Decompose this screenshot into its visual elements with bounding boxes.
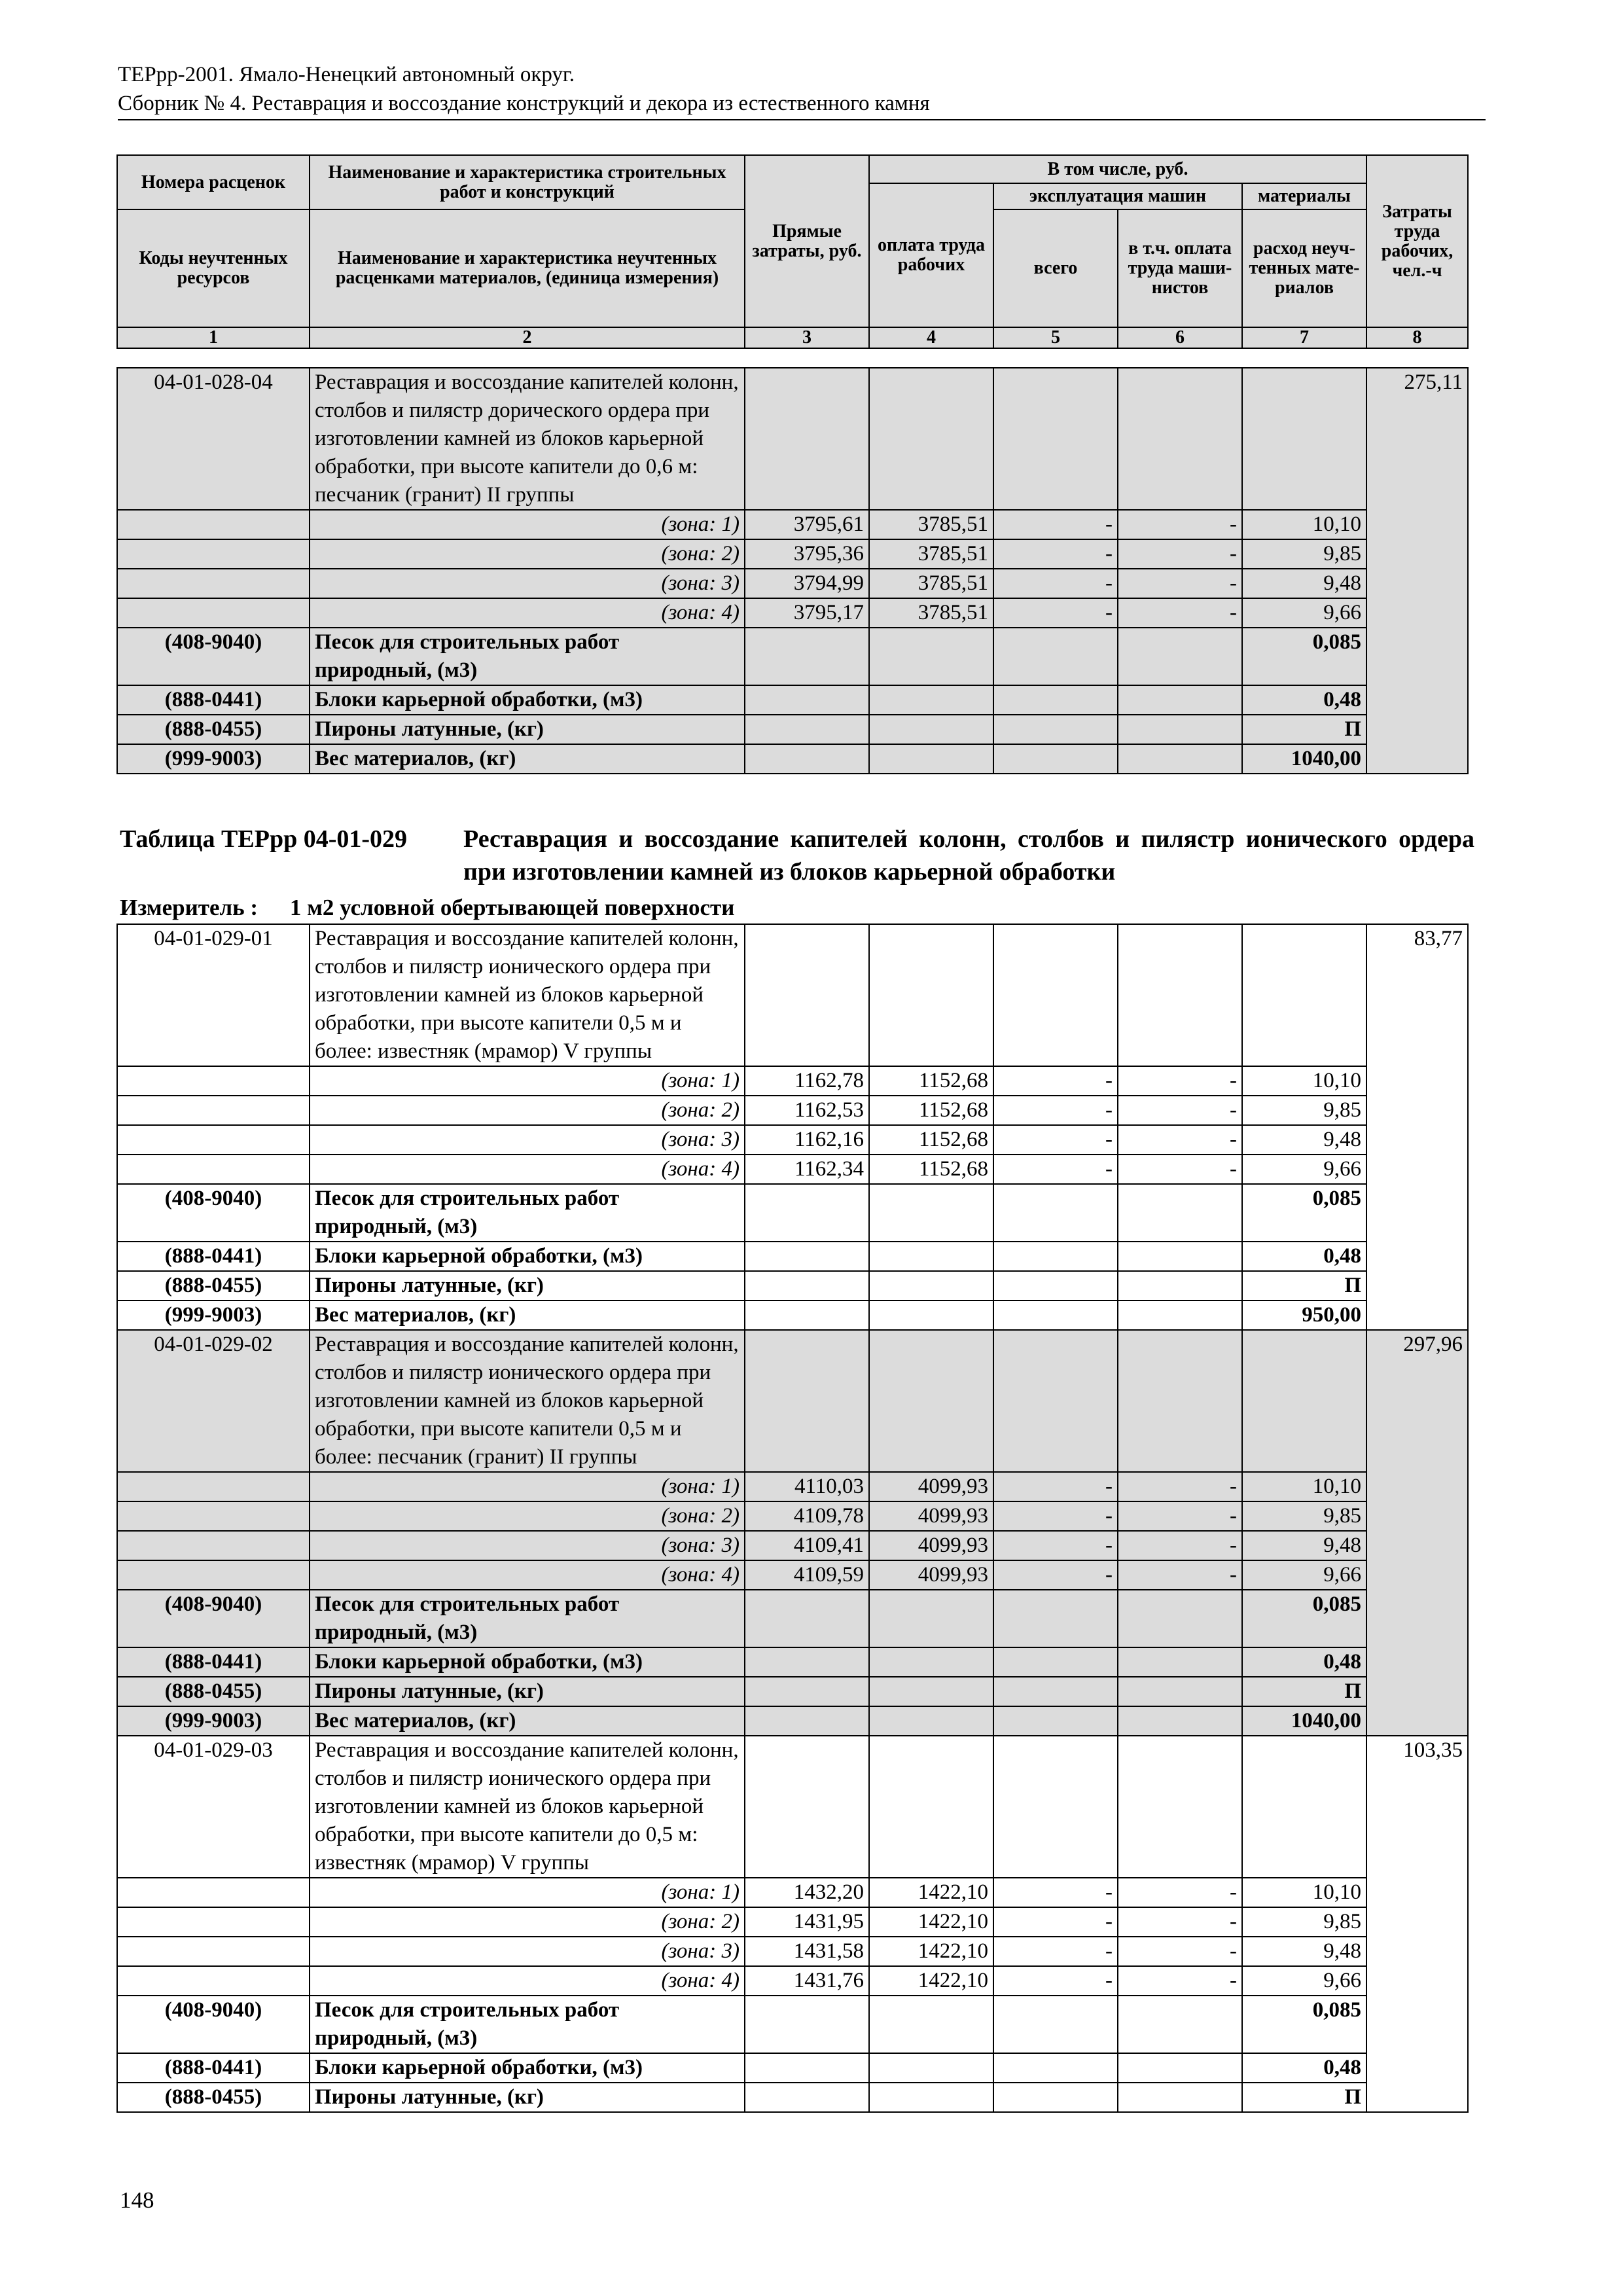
direct-cost: 1162,34 <box>745 1155 869 1184</box>
zone-label: (зона: 1) <box>310 1472 745 1501</box>
resource-name: Блоки карьерной обработки, (м3) <box>310 2053 745 2083</box>
materials-cost: 10,10 <box>1242 1878 1366 1907</box>
direct-cost: 3795,17 <box>745 598 869 628</box>
zone-label: (зона: 3) <box>310 1531 745 1560</box>
col-machines-wages: в т.ч. оплата труда маши-нистов <box>1118 209 1242 327</box>
machines-wages: - <box>1118 1937 1242 1966</box>
col-materials: материалы <box>1242 183 1366 209</box>
zone-row <box>117 1966 1468 1996</box>
resource-value: 0,48 <box>1242 685 1366 715</box>
resource-row <box>117 1300 1468 1330</box>
zone-label: (зона: 3) <box>310 569 745 598</box>
resource-code: (888-0441) <box>117 2053 310 2083</box>
col-number: 6 <box>1118 327 1242 348</box>
resource-name: Песок для строительных работ природный, (м3) <box>310 628 745 685</box>
rate-name: Реставрация и воссоздание капителей колонн, столбов и пилястр дорического ордера при изготовлении камней из блоков карьерной обработки, при высоте капители до 0,6 м: песчаник (гранит) II группы <box>310 368 745 510</box>
resource-row <box>117 1184 1468 1242</box>
resource-row <box>117 1647 1468 1677</box>
resource-code: (999-9003) <box>117 1706 310 1736</box>
resource-row <box>117 685 1468 715</box>
zone-row <box>117 1878 1468 1907</box>
direct-cost: 1431,58 <box>745 1937 869 1966</box>
machines-wages: - <box>1118 569 1242 598</box>
machines-wages: - <box>1118 1560 1242 1590</box>
resource-name: Пироны латунные, (кг) <box>310 2083 745 2112</box>
resource-row <box>117 715 1468 744</box>
resource-code: (408-9040) <box>117 1996 310 2053</box>
machines-wages: - <box>1118 598 1242 628</box>
resource-code: (888-0441) <box>117 1647 310 1677</box>
resource-name: Вес материалов, (кг) <box>310 744 745 774</box>
rate-row <box>117 368 1468 510</box>
resource-code: (999-9003) <box>117 744 310 774</box>
zone-row <box>117 1066 1468 1096</box>
direct-cost: 1162,53 <box>745 1096 869 1125</box>
zone-label: (зона: 1) <box>310 1066 745 1096</box>
zone-label: (зона: 4) <box>310 1560 745 1590</box>
materials-cost: 9,48 <box>1242 569 1366 598</box>
machines-total: - <box>993 1155 1118 1184</box>
machines-wages: - <box>1118 1096 1242 1125</box>
machines-wages: - <box>1118 1501 1242 1531</box>
zone-label: (зона: 4) <box>310 1155 745 1184</box>
zone-label: (зона: 4) <box>310 598 745 628</box>
resource-row <box>117 744 1468 774</box>
resource-code: (888-0455) <box>117 2083 310 2112</box>
direct-cost: 3795,61 <box>745 510 869 539</box>
wages-cost: 3785,51 <box>869 510 993 539</box>
resource-row <box>117 2053 1468 2083</box>
materials-cost: 9,48 <box>1242 1125 1366 1155</box>
materials-cost: 9,66 <box>1242 1155 1366 1184</box>
resource-code: (408-9040) <box>117 628 310 685</box>
resource-code: (888-0441) <box>117 1242 310 1271</box>
header-line-2: Сборник № 4. Реставрация и воссоздание конструкций и декора из естественного камня <box>118 92 930 115</box>
wages-cost: 1152,68 <box>869 1125 993 1155</box>
resource-code: (408-9040) <box>117 1590 310 1647</box>
table-title-label: Таблица ТЕРрр 04-01-029 <box>120 825 408 853</box>
zone-row <box>117 1937 1468 1966</box>
zone-row <box>117 1096 1468 1125</box>
wages-cost: 1422,10 <box>869 1937 993 1966</box>
zone-row <box>117 569 1468 598</box>
machines-total: - <box>993 1501 1118 1531</box>
resource-row <box>117 1271 1468 1300</box>
resource-name: Вес материалов, (кг) <box>310 1706 745 1736</box>
zone-label: (зона: 3) <box>310 1125 745 1155</box>
col-number: 7 <box>1242 327 1366 348</box>
resource-value: 0,085 <box>1242 1590 1366 1647</box>
wages-cost: 1152,68 <box>869 1066 993 1096</box>
resource-row <box>117 1242 1468 1271</box>
materials-cost: 10,10 <box>1242 1472 1366 1501</box>
direct-cost: 1162,16 <box>745 1125 869 1155</box>
resource-name: Песок для строительных работ природный, (м3) <box>310 1590 745 1647</box>
resource-value: П <box>1242 1271 1366 1300</box>
resource-value: 1040,00 <box>1242 1706 1366 1736</box>
zone-label: (зона: 2) <box>310 1907 745 1937</box>
wages-cost: 1422,10 <box>869 1966 993 1996</box>
direct-cost: 1431,95 <box>745 1907 869 1937</box>
machines-total: - <box>993 1531 1118 1560</box>
wages-cost: 3785,51 <box>869 598 993 628</box>
machines-wages: - <box>1118 1966 1242 1996</box>
zone-label: (зона: 2) <box>310 1096 745 1125</box>
wages-cost: 4099,93 <box>869 1531 993 1560</box>
col-name-top: Наименование и характеристика строительных работ и конструкций <box>310 155 745 209</box>
rates-table <box>116 924 1469 2113</box>
resource-name: Песок для строительных работ природный, (м3) <box>310 1996 745 2053</box>
col-materials-unacc: расход неуч-тенных мате-риалов <box>1242 209 1366 327</box>
rate-code: 04-01-028-04 <box>117 368 310 510</box>
direct-cost: 1432,20 <box>745 1878 869 1907</box>
col-machines: эксплуатация машин <box>993 183 1242 209</box>
resource-value: 950,00 <box>1242 1300 1366 1330</box>
resource-value: П <box>1242 1677 1366 1706</box>
materials-cost: 10,10 <box>1242 510 1366 539</box>
machines-wages: - <box>1118 1531 1242 1560</box>
direct-cost: 1162,78 <box>745 1066 869 1096</box>
resource-value: 0,085 <box>1242 1996 1366 2053</box>
resource-code: (888-0455) <box>117 1677 310 1706</box>
resource-value: 0,085 <box>1242 1184 1366 1242</box>
zone-row <box>117 1155 1468 1184</box>
resource-name: Песок для строительных работ природный, (м3) <box>310 1184 745 1242</box>
materials-cost: 10,10 <box>1242 1066 1366 1096</box>
col-number: 8 <box>1366 327 1468 348</box>
header-rule <box>118 119 1486 120</box>
resource-name: Блоки карьерной обработки, (м3) <box>310 685 745 715</box>
wages-cost: 1152,68 <box>869 1155 993 1184</box>
zone-label: (зона: 2) <box>310 1501 745 1531</box>
rate-row <box>117 1736 1468 1878</box>
resource-row <box>117 2083 1468 2112</box>
table-title <box>120 823 1474 888</box>
resource-value: 0,48 <box>1242 2053 1366 2083</box>
col-name-bottom: Наименование и характеристика неучтенных расценками материалов, (единица измерения) <box>310 209 745 327</box>
wages-cost: 4099,93 <box>869 1472 993 1501</box>
materials-cost: 9,66 <box>1242 598 1366 628</box>
rate-row <box>117 924 1468 1066</box>
rate-name: Реставрация и воссоздание капителей колонн, столбов и пилястр ионического ордера при изготовлении камней из блоков карьерной обработки, при высоте капители 0,5 м и более: известняк (мрамор) V группы <box>310 924 745 1066</box>
resource-row <box>117 1590 1468 1647</box>
resource-row <box>117 1706 1468 1736</box>
rate-code: 04-01-029-03 <box>117 1736 310 1878</box>
direct-cost: 3795,36 <box>745 539 869 569</box>
machines-total: - <box>993 1066 1118 1096</box>
page-number: 148 <box>120 2187 154 2213</box>
labor-cost: 103,35 <box>1366 1736 1468 2112</box>
resource-name: Вес материалов, (кг) <box>310 1300 745 1330</box>
resource-name: Пироны латунные, (кг) <box>310 715 745 744</box>
measure-label: Измеритель : <box>120 895 259 920</box>
zone-row <box>117 1501 1468 1531</box>
direct-cost: 4109,59 <box>745 1560 869 1590</box>
resource-code: (888-0455) <box>117 715 310 744</box>
wages-cost: 3785,51 <box>869 569 993 598</box>
machines-wages: - <box>1118 1472 1242 1501</box>
machines-wages: - <box>1118 510 1242 539</box>
wages-cost: 3785,51 <box>869 539 993 569</box>
resource-code: (408-9040) <box>117 1184 310 1242</box>
rate-block <box>116 367 1469 774</box>
resource-code: (999-9003) <box>117 1300 310 1330</box>
resource-row <box>117 1677 1468 1706</box>
zone-label: (зона: 4) <box>310 1966 745 1996</box>
materials-cost: 9,48 <box>1242 1937 1366 1966</box>
machines-total: - <box>993 1096 1118 1125</box>
machines-wages: - <box>1118 1878 1242 1907</box>
wages-cost: 1152,68 <box>869 1096 993 1125</box>
materials-cost: 9,66 <box>1242 1966 1366 1996</box>
col-number: 3 <box>745 327 869 348</box>
machines-wages: - <box>1118 539 1242 569</box>
wages-cost: 4099,93 <box>869 1501 993 1531</box>
col-incl: В том числе, руб. <box>869 155 1366 183</box>
zone-row <box>117 1531 1468 1560</box>
resource-row <box>117 1996 1468 2053</box>
rate-name: Реставрация и воссоздание капителей колонн, столбов и пилястр ионического ордера при изготовлении камней из блоков карьерной обработки, при высоте капители до 0,5 м: известняк (мрамор) V группы <box>310 1736 745 1878</box>
materials-cost: 9,85 <box>1242 1096 1366 1125</box>
direct-cost: 3794,99 <box>745 569 869 598</box>
zone-label: (зона: 2) <box>310 539 745 569</box>
direct-cost: 4110,03 <box>745 1472 869 1501</box>
zone-label: (зона: 1) <box>310 1878 745 1907</box>
materials-cost: 9,66 <box>1242 1560 1366 1590</box>
resource-code: (888-0455) <box>117 1271 310 1300</box>
rate-code: 04-01-029-01 <box>117 924 310 1066</box>
machines-total: - <box>993 539 1118 569</box>
col-number: 2 <box>310 327 745 348</box>
materials-cost: 9,85 <box>1242 1907 1366 1937</box>
resource-value: 0,48 <box>1242 1242 1366 1271</box>
machines-wages: - <box>1118 1155 1242 1184</box>
wages-cost: 1422,10 <box>869 1878 993 1907</box>
machines-total: - <box>993 569 1118 598</box>
machines-total: - <box>993 1966 1118 1996</box>
zone-row <box>117 1472 1468 1501</box>
page-header <box>118 60 1486 120</box>
zone-label: (зона: 3) <box>310 1937 745 1966</box>
col-code-bottom: Коды неучтенных ресурсов <box>117 209 310 327</box>
resource-name: Блоки карьерной обработки, (м3) <box>310 1647 745 1677</box>
resource-value: 1040,00 <box>1242 744 1366 774</box>
resource-name: Блоки карьерной обработки, (м3) <box>310 1242 745 1271</box>
rate-row <box>117 1330 1468 1472</box>
resource-row <box>117 628 1468 685</box>
machines-total: - <box>993 1560 1118 1590</box>
wages-cost: 4099,93 <box>869 1560 993 1590</box>
resource-value: П <box>1242 715 1366 744</box>
col-wages: оплата труда рабочих <box>869 183 993 327</box>
resource-value: П <box>1242 2083 1366 2112</box>
resource-name: Пироны латунные, (кг) <box>310 1271 745 1300</box>
col-labor: Затраты труда рабочих, чел.-ч <box>1366 155 1468 327</box>
zone-row <box>117 1560 1468 1590</box>
machines-wages: - <box>1118 1066 1242 1096</box>
rate-code: 04-01-029-02 <box>117 1330 310 1472</box>
zone-row <box>117 598 1468 628</box>
measure-line <box>120 893 734 922</box>
machines-total: - <box>993 1125 1118 1155</box>
col-number: 4 <box>869 327 993 348</box>
col-number: 1 <box>117 327 310 348</box>
col-number: 5 <box>993 327 1118 348</box>
machines-total: - <box>993 1878 1118 1907</box>
col-code-top: Номера расценок <box>117 155 310 209</box>
resource-code: (888-0441) <box>117 685 310 715</box>
labor-cost: 297,96 <box>1366 1330 1468 1736</box>
resource-value: 0,48 <box>1242 1647 1366 1677</box>
materials-cost: 9,48 <box>1242 1531 1366 1560</box>
labor-cost: 83,77 <box>1366 924 1468 1330</box>
measure-unit: 1 м2 условной обертывающей поверхности <box>289 895 735 920</box>
machines-total: - <box>993 1907 1118 1937</box>
zone-row <box>117 539 1468 569</box>
machines-wages: - <box>1118 1125 1242 1155</box>
header-line-1: ТЕРрр-2001. Ямало-Ненецкий автономный округ. <box>118 63 575 86</box>
direct-cost: 4109,78 <box>745 1501 869 1531</box>
col-direct: Прямые затраты, руб. <box>745 155 869 327</box>
labor-cost: 275,11 <box>1366 368 1468 774</box>
machines-total: - <box>993 510 1118 539</box>
materials-cost: 9,85 <box>1242 539 1366 569</box>
materials-cost: 9,85 <box>1242 1501 1366 1531</box>
zone-row <box>117 510 1468 539</box>
rate-name: Реставрация и воссоздание капителей колонн, столбов и пилястр ионического ордера при изготовлении камней из блоков карьерной обработки, при высоте капители 0,5 м и более: песчаник (гранит) II группы <box>310 1330 745 1472</box>
resource-name: Пироны латунные, (кг) <box>310 1677 745 1706</box>
machines-total: - <box>993 598 1118 628</box>
machines-wages: - <box>1118 1907 1242 1937</box>
direct-cost: 4109,41 <box>745 1531 869 1560</box>
table-title-text: Реставрация и воссоздание капителей колонн, столбов и пилястр ионического ордера при изготовлении камней из блоков карьерной обработки <box>463 825 1474 886</box>
machines-total: - <box>993 1472 1118 1501</box>
direct-cost: 1431,76 <box>745 1966 869 1996</box>
zone-row <box>117 1907 1468 1937</box>
column-header-table <box>116 154 1469 349</box>
resource-value: 0,085 <box>1242 628 1366 685</box>
col-machines-total: всего <box>993 209 1118 327</box>
machines-total: - <box>993 1937 1118 1966</box>
zone-row <box>117 1125 1468 1155</box>
zone-label: (зона: 1) <box>310 510 745 539</box>
wages-cost: 1422,10 <box>869 1907 993 1937</box>
